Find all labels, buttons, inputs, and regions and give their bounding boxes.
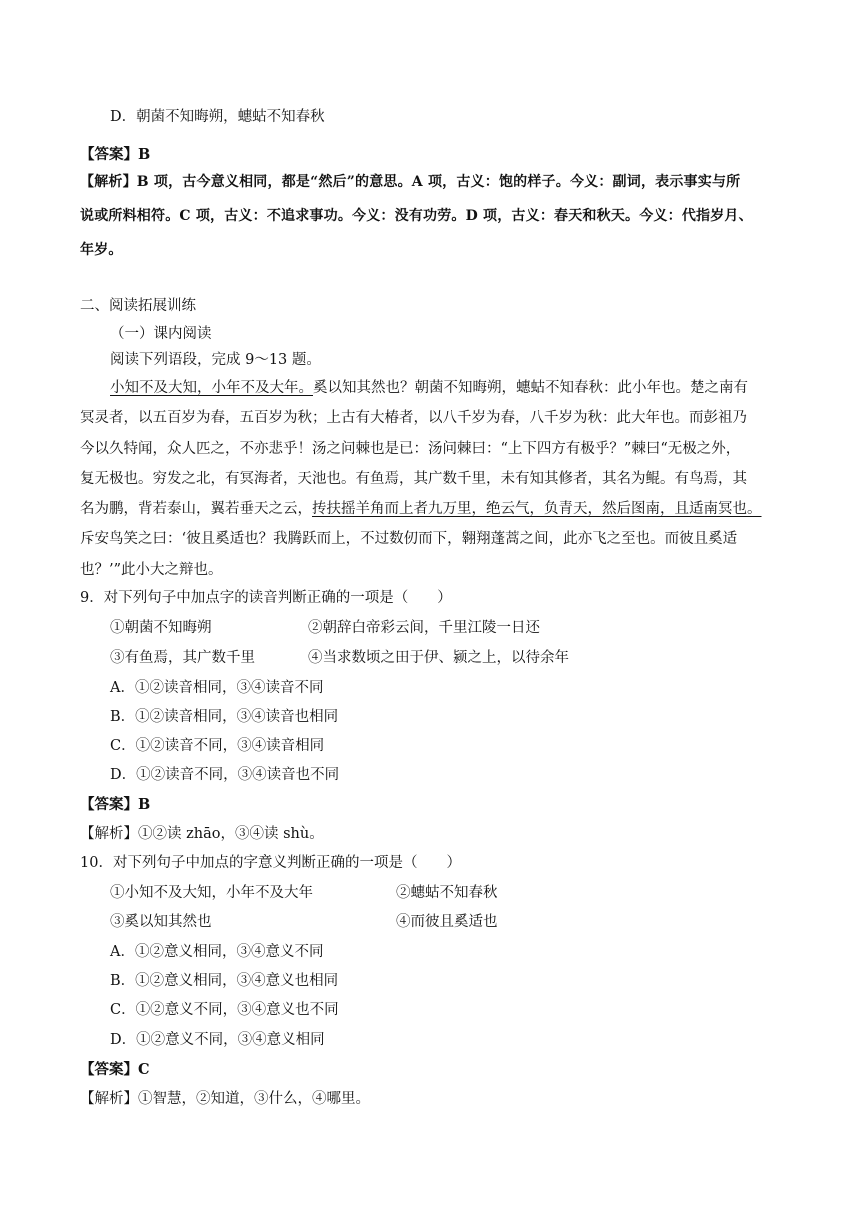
q8-analysis-line-1: 【解析】B 项，古今意义相同，都是“然后”的意思。A 项，古义：饱的样子。今义：副词，表示事实与所	[80, 174, 741, 190]
passage-text-5: 名为鹏，背若泰山，翼若垂天之云，	[80, 501, 312, 517]
section-title: 二、阅读拓展训练	[80, 298, 196, 314]
q10-answer: 【答案】C	[80, 1061, 150, 1078]
passage-text-1: 奚以知其然也？朝菌不知晦朔，蟪蛄不知春秋：此小年也。楚之南有	[313, 380, 748, 396]
q9-item-4: ④当求数顷之田于伊、颍之上，以待余年	[308, 650, 569, 666]
q9-stem: 9．对下列句子中加点字的读音判断正确的一项是（ ）	[80, 590, 452, 606]
q8-answer: 【答案】B	[80, 146, 151, 163]
passage-line-3: 今以久特闻，众人匹之，不亦悲乎！汤之问棘也是已：汤问棘曰：“上下四方有极乎？”棘曰“无极之外，	[80, 441, 741, 457]
q9-option-c: C．①②读音不同，③④读音相同	[110, 738, 325, 754]
q10-option-c: C．①②意义不同，③④意义也不同	[110, 1002, 339, 1018]
q8-analysis-line-3: 年岁。	[80, 242, 123, 258]
q10-analysis: 【解析】①智慧，②知道，③什么，④哪里。	[80, 1091, 370, 1107]
q10-item-1: ①小知不及大知，小年不及大年	[110, 885, 313, 901]
q9-item-2: ②朝辞白帝彩云间，千里江陵一日还	[308, 620, 540, 636]
q9-option-b: B．①②读音相同，③④读音也相同	[110, 709, 339, 725]
q9-analysis: 【解析】①②读 zhāo，③④读 shù。	[80, 826, 324, 842]
passage-line-4: 复无极也。穷发之北，有冥海者，天池也。有鱼焉，其广数千里，未有知其修者，其名为鲲。有鸟焉，其	[80, 471, 747, 487]
q10-item-4: ④而彼且奚适也	[396, 914, 498, 930]
passage-underlined-5: 抟扶摇羊角而上者九万里，绝云气，负青天，然后图南，且适南冥也。	[312, 501, 762, 517]
q10-option-a: A．①②意义相同，③④意义不同	[110, 944, 324, 960]
passage-line-2: 冥灵者，以五百岁为春，五百岁为秋；上古有大椿者，以八千岁为春，八千岁为秋：此大年也。而彭祖乃	[80, 410, 747, 426]
passage-line-7: 也？’”此小大之辩也。	[80, 562, 223, 578]
q10-item-3: ③奚以知其然也	[110, 914, 212, 930]
q10-option-d: D．①②意义不同，③④意义相同	[110, 1032, 325, 1048]
q10-item-2: ②蟪蛄不知春秋	[396, 885, 498, 901]
instruction: 阅读下列语段，完成 9～13 题。	[110, 352, 321, 368]
subsection-title: （一）课内阅读	[110, 326, 212, 342]
q8-option-d: D．朝菌不知晦朔，蟪蛄不知春秋	[110, 109, 325, 125]
q9-answer: 【答案】B	[80, 796, 151, 813]
q10-stem: 10．对下列句子中加点的字意义判断正确的一项是（ ）	[80, 855, 461, 871]
q9-item-1: ①朝菌不知晦朔	[110, 620, 212, 636]
passage-line-5	[80, 499, 762, 519]
passage-line-6: 斥安鸟笑之曰：‘彼且奚适也？我腾跃而上，不过数仞而下，翱翔蓬蒿之间，此亦飞之至也。而彼且奚适	[80, 531, 738, 547]
q9-item-3: ③有鱼焉，其广数千里	[110, 650, 255, 666]
passage-line-1	[110, 378, 748, 398]
q9-option-d: D．①②读音不同，③④读音也不同	[110, 767, 340, 783]
q10-option-b: B．①②意义相同，③④意义也相同	[110, 973, 339, 989]
q9-option-a: A．①②读音相同，③④读音不同	[110, 680, 324, 696]
q8-analysis-line-2: 说或所料相符。C 项，古义：不追求事功。今义：没有功劳。D 项，古义：春天和秋天。今义：代指岁月、	[80, 208, 753, 224]
passage-underlined-1: 小知不及大知，小年不及大年。	[110, 380, 313, 396]
